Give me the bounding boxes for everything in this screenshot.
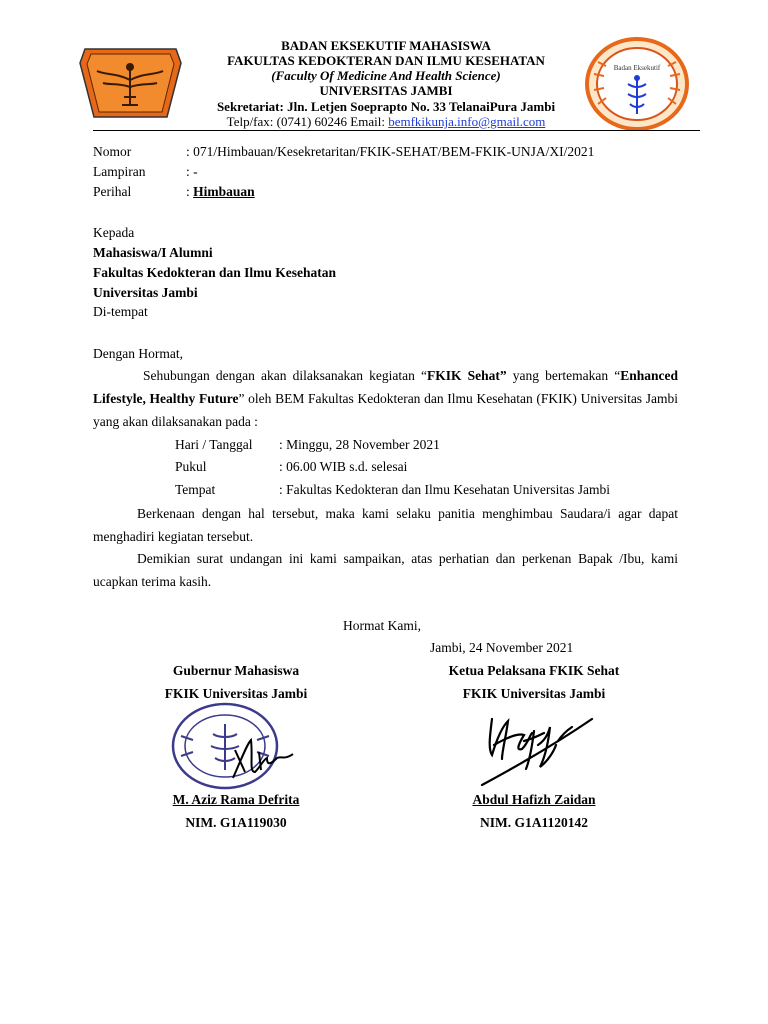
paragraph-closing <box>93 547 678 593</box>
signatory-1-title: Gubernur Mahasiswa <box>172 663 300 678</box>
contact-line <box>170 114 602 129</box>
event-name: FKIK Sehat” <box>427 368 507 383</box>
paragraph-intro <box>93 364 678 433</box>
hormat-kami: Hormat Kami, <box>343 618 421 633</box>
lampiran-value: : - <box>186 164 198 179</box>
greeting: Dengan Hormat, <box>93 346 183 361</box>
signatory-2-title: Ketua Pelaksana FKIK Sehat <box>448 663 620 678</box>
secretariat-address: Sekretariat: Jln. Letjen Soeprapto No. 33 TelanaiPura Jambi <box>216 99 556 114</box>
signatory-2-nim: NIM. G1A1120142 <box>480 815 588 830</box>
lampiran-label: Lampiran <box>93 164 146 179</box>
signature-left-strokes <box>233 740 293 778</box>
detail-value-date: : Minggu, 28 November 2021 <box>279 437 440 452</box>
detail-value-place: : Fakultas Kedokteran dan Ilmu Kesehatan Universitas Jambi <box>279 482 611 497</box>
faculty-english-name: (Faculty Of Medicine And Health Science) <box>271 68 501 83</box>
perihal-colon: : <box>186 184 194 199</box>
intro-text-a: Sehubungan dengan akan dilaksanakan kegiatan “ <box>143 368 428 383</box>
signatory-2-org: FKIK Universitas Jambi <box>462 686 606 701</box>
email-link[interactable]: bemfkikunja.info@gmail.com <box>388 114 546 129</box>
perihal-label: Perihal <box>93 184 132 199</box>
place-date: Jambi, 24 November 2021 <box>430 640 574 655</box>
svg-text:Badan Eksekutif: Badan Eksekutif <box>613 64 661 72</box>
signatory-2-name: Abdul Hafizh Zaidan <box>472 792 596 807</box>
recipient-line-2: Fakultas Kedokteran dan Ilmu Kesehatan <box>93 265 337 280</box>
signatory-1-name: M. Aziz Rama Defrita <box>172 792 300 807</box>
intro-text-c: ” oleh BEM Fakultas Kedokteran dan Ilmu Kesehatan (FKIK) Universitas Jambi yang akan dilaksanakan pada : <box>93 391 678 429</box>
signatory-1-nim: NIM. G1A119030 <box>185 815 287 830</box>
official-stamp <box>163 700 303 790</box>
event-theme: Enhanced Lifestyle, Healthy Future <box>93 368 679 406</box>
header-divider <box>93 130 700 131</box>
detail-value-time: : 06.00 WIB s.d. selesai <box>279 459 408 474</box>
recipient-line-4: Di-tempat <box>93 304 148 319</box>
letterhead <box>170 38 602 133</box>
org-name: BADAN EKSEKUTIF MAHASISWA <box>281 38 491 53</box>
request-text: Berkenaan dengan hal tersebut, maka kami selaku panitia menghimbau Saudara/i agar dapat menghadiri kegiatan tersebut. <box>93 506 678 544</box>
signatory-1-org: FKIK Universitas Jambi <box>164 686 308 701</box>
detail-label-date: Hari / Tanggal <box>175 437 253 452</box>
signature-right <box>478 705 598 790</box>
perihal-value: Himbauan <box>193 184 255 199</box>
detail-label-time: Pukul <box>175 459 207 474</box>
closing-text: Demikian surat undangan ini kami sampaikan, atas perhatian dan perkenan Bapak /Ibu, kami ucapkan terima kasih. <box>93 551 678 589</box>
detail-label-place: Tempat <box>175 482 216 497</box>
recipient-line-3: Universitas Jambi <box>93 285 198 300</box>
university-name: UNIVERSITAS JAMBI <box>319 83 453 98</box>
paragraph-request <box>93 502 678 548</box>
nomor-label: Nomor <box>93 144 132 159</box>
perihal-field <box>186 184 255 200</box>
faculty-name: FAKULTAS KEDOKTERAN DAN ILMU KESEHATAN <box>227 53 545 68</box>
nomor-value: : 071/Himbauan/Kesekretaritan/FKIK-SEHAT/BEM-FKIK-UNJA/XI/2021 <box>186 144 595 159</box>
intro-text-b: yang bertemakan “ <box>506 368 621 383</box>
recipient-line-1: Mahasiswa/I Alumni <box>93 245 213 260</box>
kepada-label: Kepada <box>93 225 135 240</box>
phone-text: Telp/fax: (0741) 60246 Email: <box>226 114 389 129</box>
